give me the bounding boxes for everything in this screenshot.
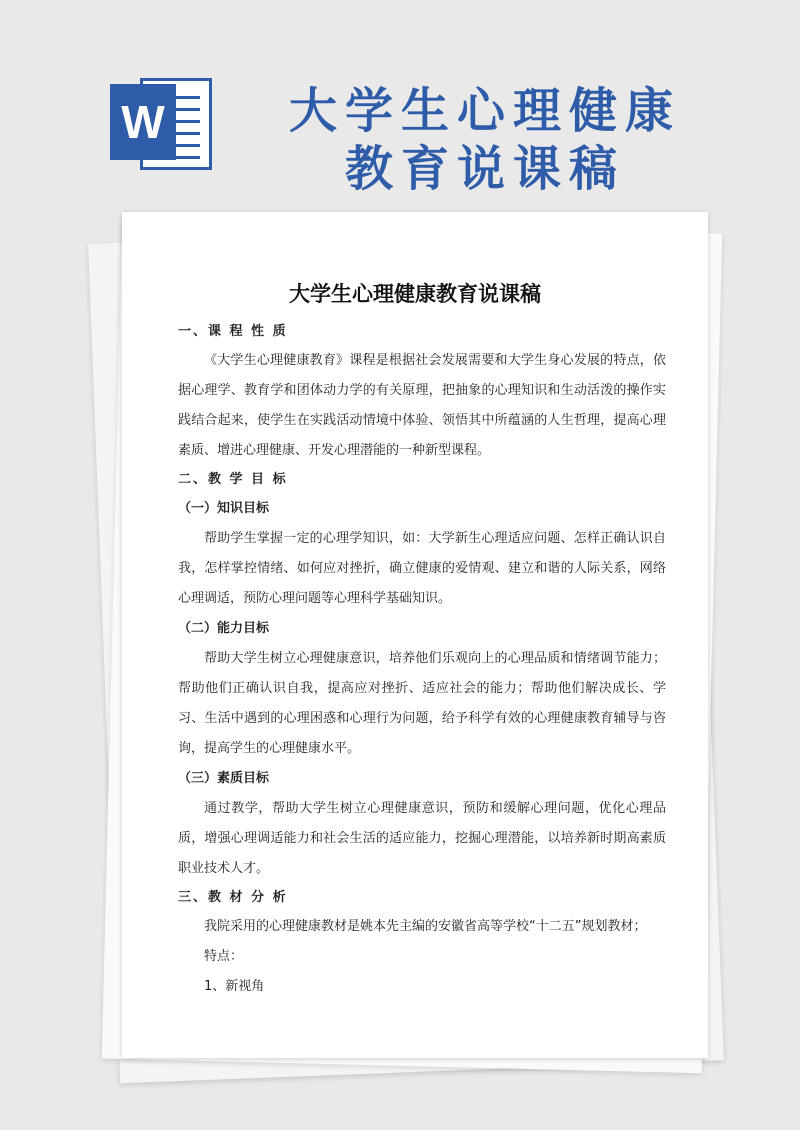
subheading-quality-goals: （三）素质目标 [178, 771, 270, 786]
paragraph-nature: 《大学生心理健康教育》课程是根据社会发展需要和大学生身心发展的特点，依据心理学、教育学和团体动力学的有关原理，把抽象的心理知识和生动活泼的操作实践结合起来，使学生在实践活动情境中体验、领悟其中所蕴涵的人生哲理，提高心理素质、增进心理健康、开发心理潜能的一种新型课程。 [178, 353, 666, 458]
paragraph-knowledge-goals: 帮助学生掌握一定的心理学知识，如：大学新生心理适应问题、怎样正确认识自我，怎样掌控情绪、如何应对挫折，确立健康的爱情观、建立和谐的人际关系，网络心理调适，预防心理问题等心理科学基础知识。 [178, 531, 666, 606]
banner [0, 0, 800, 215]
banner-title-line1: 大学生心理健康 [288, 83, 681, 139]
section-heading-nature: 一、课 程 性 质 [178, 324, 288, 339]
textbook-feature-item: 1、新视角 [204, 979, 265, 994]
document-title: 大学生心理健康教育说课稿 [289, 282, 541, 306]
word-letter-badge: W [110, 84, 176, 160]
subheading-ability-goals: （二）能力目标 [178, 621, 270, 636]
section-heading-goals: 二、教 学 目 标 [178, 472, 288, 487]
subheading-knowledge-goals: （一）知识目标 [178, 501, 270, 516]
word-document-icon [110, 70, 214, 174]
section-heading-textbook: 三、教 材 分 析 [178, 890, 288, 905]
textbook-features-label: 特点： [204, 949, 244, 964]
paragraph-textbook: 我院采用的心理健康教材是姚本先主编的安徽省高等学校“十二五”规划教材； [204, 919, 647, 934]
document-body [178, 318, 666, 1002]
document-page [122, 212, 708, 1058]
paragraph-quality-goals: 通过教学，帮助大学生树立心理健康意识，预防和缓解心理问题，优化心理品质，增强心理调适能力和社会生活的适应能力，挖掘心理潜能，以培养新时期高素质职业技术人才。 [178, 801, 666, 876]
paragraph-ability-goals: 帮助大学生树立心理健康意识，培养他们乐观向上的心理品质和情绪调节能力；帮助他们正确认识自我，提高应对挫折、适应社会的能力；帮助他们解决成长、学习、生活中遇到的心理困惑和心理行为问题，给予科学有效的心理健康教育辅导与咨询，提高学生的心理健康水平。 [178, 651, 666, 756]
banner-title-line2: 教育说课稿 [344, 141, 625, 197]
